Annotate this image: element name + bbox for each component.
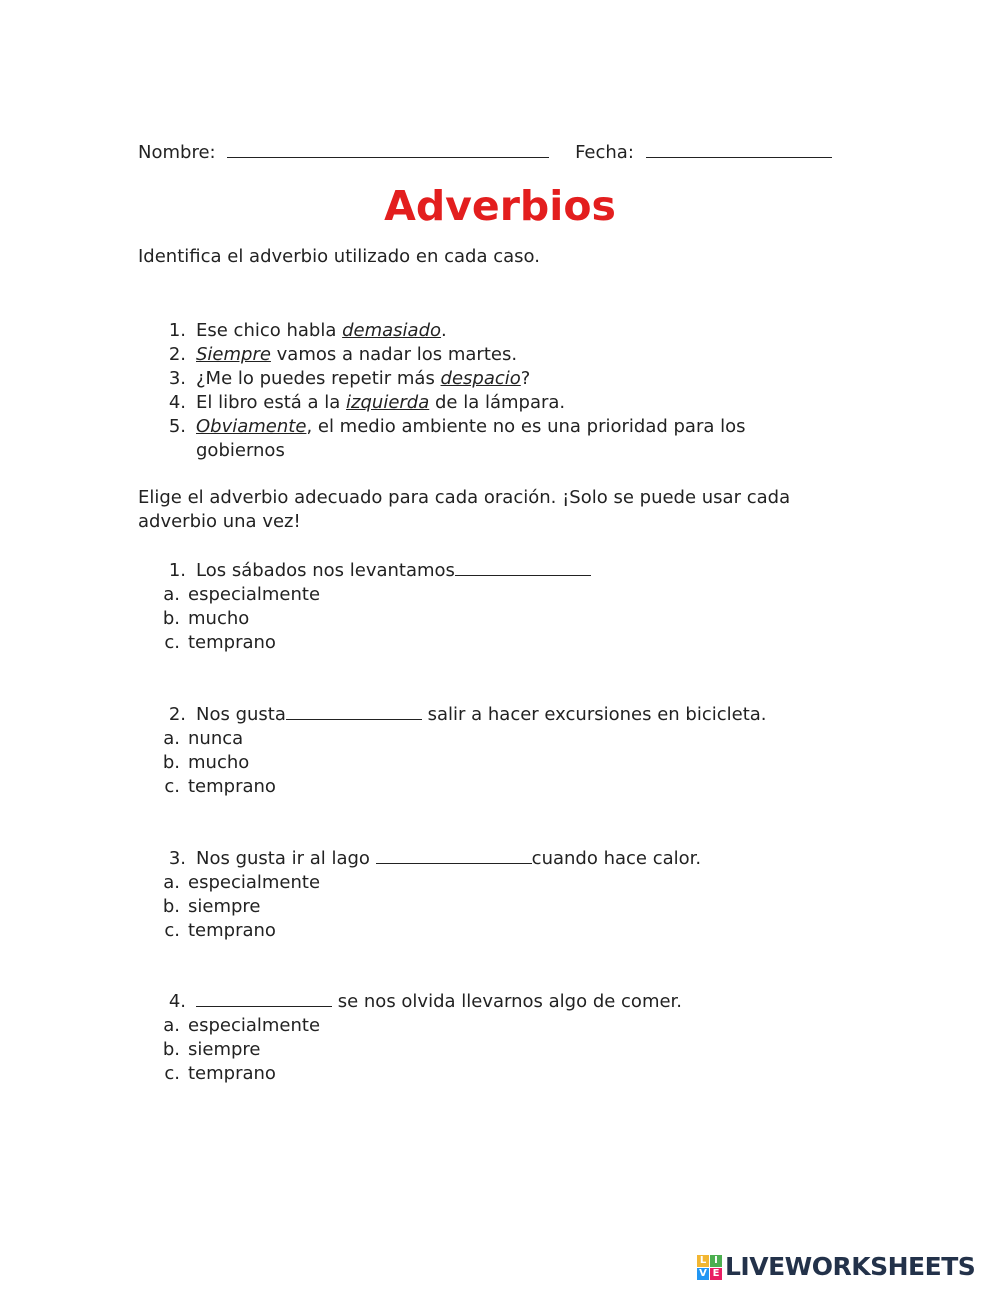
section2-instruction-line1: Elige el adverbio adecuado para cada oración. ¡Solo se puede usar cada	[138, 487, 791, 508]
question-text: 3. Nos gusta ir al lago cuando hace calor.	[158, 845, 701, 871]
adverb: izquierda	[346, 392, 430, 413]
option[interactable]: b. mucho	[162, 608, 250, 629]
question-4	[158, 988, 682, 1086]
name-blank[interactable]	[227, 139, 549, 158]
page-title: Adverbios	[384, 182, 616, 230]
option[interactable]: c. temprano	[164, 1063, 276, 1084]
section2-instruction-line2: adverbio una vez!	[138, 511, 301, 532]
header-line	[138, 139, 832, 165]
adverb: despacio	[440, 368, 521, 389]
section1-instruction: Identifica el adverbio utilizado en cada caso.	[138, 246, 540, 267]
list-item: 1. Ese chico habla demasiado.	[168, 320, 447, 341]
question-1	[158, 557, 591, 655]
option[interactable]: a. especialmente	[163, 872, 321, 893]
option[interactable]: c. temprano	[164, 920, 276, 941]
question-text: 1. Los sábados nos levantamos	[158, 557, 591, 583]
option[interactable]: c. temprano	[164, 632, 276, 653]
answer-blank[interactable]	[376, 845, 532, 864]
list-item-continuation: gobiernos	[196, 440, 285, 461]
liveworksheets-logo	[697, 1252, 975, 1282]
answer-blank[interactable]	[455, 557, 591, 576]
logo-mark-letter: L	[697, 1255, 709, 1267]
answer-blank[interactable]	[286, 701, 422, 720]
answer-blank[interactable]	[196, 988, 332, 1007]
list-item: 3. ¿Me lo puedes repetir más despacio?	[168, 368, 531, 389]
list-item: 4. El libro está a la izquierda de la lámpara.	[168, 392, 566, 413]
name-label: Nombre:	[138, 142, 216, 163]
logo-mark-letter: V	[697, 1268, 709, 1280]
adverb: demasiado	[342, 320, 442, 341]
logo-mark-letter: E	[710, 1268, 722, 1280]
date-label: Fecha:	[575, 142, 634, 163]
option[interactable]: b. siempre	[162, 896, 261, 917]
section1-list	[158, 319, 746, 463]
question-3	[158, 845, 701, 943]
question-text: 4. se nos olvida llevarnos algo de comer.	[158, 988, 682, 1014]
adverb: Siempre	[196, 344, 271, 365]
option[interactable]: b. siempre	[162, 1039, 261, 1060]
logo-text: LIVEWORKSHEETS	[725, 1252, 976, 1281]
option[interactable]: c. temprano	[164, 776, 276, 797]
option[interactable]: a. especialmente	[163, 1015, 321, 1036]
option[interactable]: a. nunca	[163, 728, 244, 749]
question-2	[158, 701, 767, 799]
list-item: 5. Obviamente, el medio ambiente no es una prioridad para los	[168, 416, 746, 437]
adverb: Obviamente	[196, 416, 307, 437]
question-text: 2. Nos gusta salir a hacer excursiones en bicicleta.	[158, 701, 767, 727]
logo-icon	[697, 1255, 722, 1280]
logo-mark-letter: I	[710, 1255, 722, 1267]
option[interactable]: b. mucho	[162, 752, 250, 773]
date-blank[interactable]	[646, 139, 832, 158]
option[interactable]: a. especialmente	[163, 584, 321, 605]
list-item: 2. Siempre vamos a nadar los martes.	[168, 344, 518, 365]
